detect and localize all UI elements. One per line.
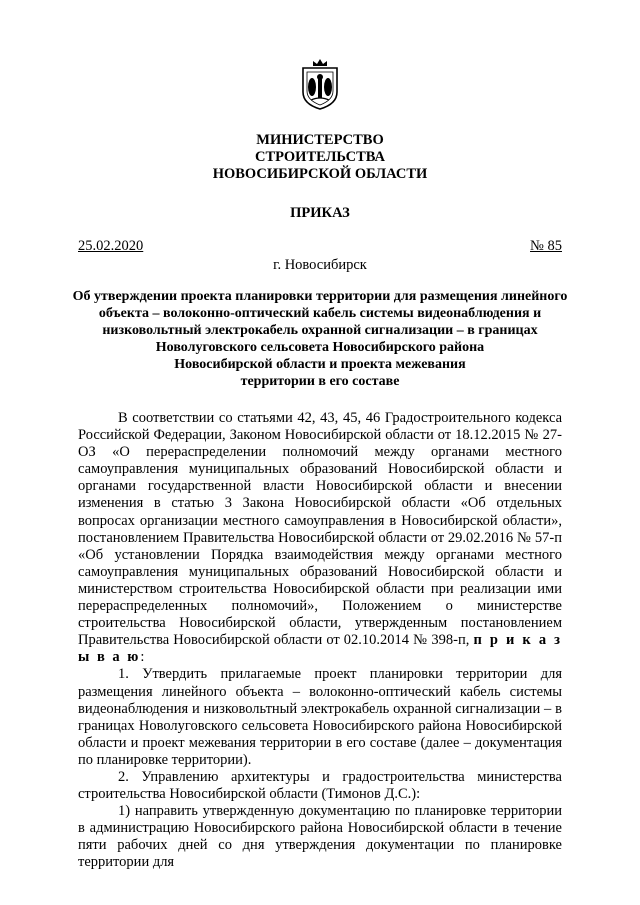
paragraph-item-2: 2. Управлению архитектуры и градостроительства министерства строительства Новосибирской области (Тимонов Д.С.): bbox=[78, 768, 562, 803]
paragraph-item-2-1: 1) направить утвержденную документацию по планировке территории в администрацию Новосибирского района Новосибирской области в течение пяти рабочих дней со дня утверждения документации по планировке территории для bbox=[78, 803, 562, 871]
document-type: ПРИКАЗ bbox=[290, 205, 350, 221]
org-line: МИНИСТЕРСТВО bbox=[256, 132, 384, 148]
document-title bbox=[72, 288, 568, 390]
title-line: Об утверждении проекта планировки территории для размещения линейного bbox=[72, 289, 568, 304]
coat-of-arms-icon bbox=[299, 58, 341, 110]
organization-name bbox=[0, 132, 640, 183]
preamble-end: : bbox=[140, 649, 145, 666]
document-body bbox=[78, 410, 562, 872]
paragraph-preamble bbox=[78, 410, 562, 666]
org-line: СТРОИТЕЛЬСТВА bbox=[254, 149, 386, 165]
title-line: территории в его составе bbox=[240, 374, 400, 389]
title-line: Новосибирской области и проекта межевания bbox=[174, 357, 466, 372]
document-number: № 85 bbox=[530, 238, 562, 254]
org-line: НОВОСИБИРСКОЙ ОБЛАСТИ bbox=[212, 166, 428, 182]
preamble-text: В соответствии со статьями 42, 43, 45, 46 Градостроительного кодекса Российской Федерации, Законом Новосибирской области от 18.12.2015 № 27-ОЗ «О перераспределении полномочий между органами местного самоуправления муниципальных образований Новосибирской области и органами государственной власти Новосибирской области и внесении изменения в статью 3 Закона Новосибирской области «Об отдельных вопросах организации местного самоуправления в Новосибирской области», постановлением Правительства Новосибирской области от 29.02.2016 № 57-п «Об установлении Порядка взаимодействия между органами местного самоуправления муниципальных образований Новосибирской области и министерством строительства Новосибирской области при реализации ими перераспределенных полномочий», Положением о министерстве строительства Новосибирской области, утвержденным постановлением Правительства Новосибирской области от 02.10.2014 № 398-п, bbox=[78, 410, 562, 649]
document-city: г. Новосибирск bbox=[273, 257, 367, 273]
order-word: п р и к а з ы в а ю bbox=[78, 632, 562, 666]
title-line: низковольтный электрокабель охранной сигнализации – в границах bbox=[102, 323, 538, 338]
title-line: Новолуговского сельсовета Новосибирского района bbox=[155, 340, 485, 355]
title-line: объекта – волоконно-оптический кабель системы видеонаблюдения и bbox=[98, 306, 542, 321]
document-date: 25.02.2020 bbox=[78, 238, 144, 254]
paragraph-item-1: 1. Утвердить прилагаемые проект планировки территории для размещения линейного объекта – волоконно-оптический кабель системы видеонаблюдения и низковольтный электрокабель охранной сигнализации – в границах Новолуговского сельсовета Новосибирского района Новосибирской области и проект межевания территории в его составе (далее – документация по планировке территории). bbox=[78, 666, 562, 768]
